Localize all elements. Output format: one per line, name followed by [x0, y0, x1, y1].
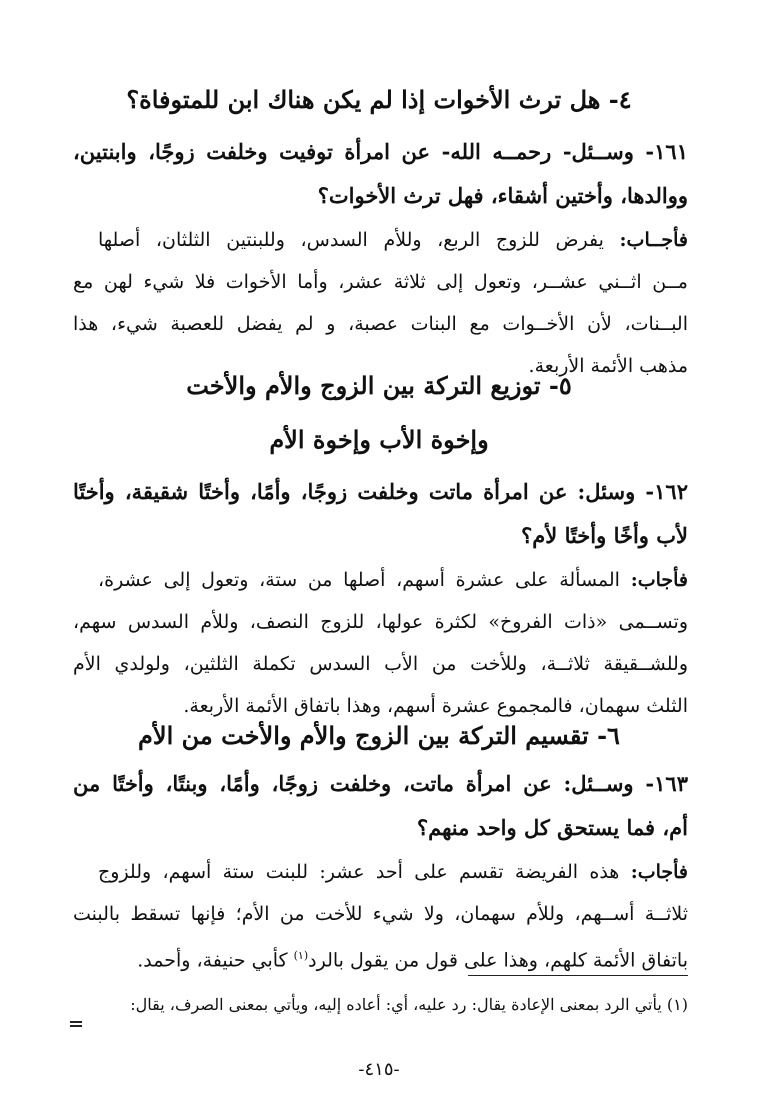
section-5-heading-line-1: ٥- توزيع التركة بين الزوج والأم والأخت: [186, 371, 572, 400]
answer-163-line-3: باتفاق الأئمة كلهم، وهذا على قول من يقول بالرد$^{(١)}$ كأبي حنيفة، وأحمد.: [137, 949, 688, 972]
footnote-marker[interactable]: (١): [293, 949, 309, 962]
answer-lead: فأجاب:: [630, 569, 688, 591]
question-162-line-2: لأب وأخًا وأختًا لأم؟: [521, 523, 688, 548]
answer-162-line-2: وتســمى «ذات الفروخ» لكثرة عولها، للزوج النصف، وللأم السدس سهم،: [73, 611, 688, 633]
answer-161-line-2: مــن اثــني عشــر، وتعول إلى ثلاثة عشر، وأما الأخوات فلا شيء لهن مع: [73, 271, 688, 293]
question-161-line-2: ووالدها، وأختين أشقاء، فهل ترث الأخوات؟: [317, 183, 688, 208]
question-162-line-1: ١٦٢- وسئل: عن امرأة ماتت وخلفت زوجًا، وأمًا، وأختًا شقيقة، وأختًا: [73, 479, 688, 504]
answer-lead: فأجاب:: [630, 861, 688, 883]
answer-162-line-1: فأجاب: المسألة على عشرة أسهم، أصلها من ستة، وتعول إلى عشرة،: [98, 569, 688, 591]
continuation-mark: [70, 1021, 82, 1027]
question-163-line-2: أم، فما يستحق كل واحد منهم؟: [416, 815, 688, 840]
answer-161-line-4: مذهب الأئمة الأربعة.: [528, 355, 688, 377]
answer-161-line-1: فأجــاب: يفرض للزوج الربع، وللأم السدس، وللبنتين الثلثان، أصلها: [98, 229, 688, 251]
section-6-heading: ٦- تقسيم التركة بين الزوج والأم والأخت من الأم: [138, 721, 620, 750]
question-161-line-1: ١٦١- وســئل- رحمــه الله- عن امرأة توفيت وخلفت زوجًا، وابنتين،: [73, 139, 688, 164]
answer-161-line-3: البــنات، لأن الأخــوات مع البنات عصبة، و لم يفضل للعصبة شيء، هذا: [73, 313, 688, 335]
answer-163-line-1: فأجاب: هذه الفريضة تقسم على أحد عشر: للبنت ستة أسهم، وللزوج: [98, 861, 688, 883]
section-5-heading-line-2: وإخوة الأب وإخوة الأم: [269, 425, 489, 454]
answer-162-line-4: الثلث سهمان، فالمجموع عشرة أسهم، وهذا باتفاق الأئمة الأربعة.: [183, 695, 688, 717]
answer-lead: فأجــاب:: [619, 229, 688, 251]
answer-163-line-2: ثلاثــة أســهم، وللأم سهمان، ولا شيء للأخت من الأم؛ فإنها تسقط بالبنت: [73, 903, 688, 925]
section-4-heading: ٤- هل ترث الأخوات إذا لم يكن هناك ابن للمتوفاة؟: [126, 85, 632, 114]
question-163-line-1: ١٦٣- وســئل: عن امرأة ماتت، وخلفت زوجًا، وأمًا، وبنتًا، وأختًا من: [73, 771, 688, 796]
footnote-1: (١) يأتي الرد بمعنى الإعادة يقال: رد عليه، أي: أعاده إليه، ويأتي بمعنى الصرف، يقال:: [130, 995, 688, 1014]
footnote-separator: [468, 975, 688, 976]
page-number: -٤١٥-: [358, 1059, 400, 1080]
answer-162-line-3: وللشــقيقة ثلاثــة، وللأخت من الأب السدس تكملة الثلثين، ولولدي الأم: [73, 653, 688, 675]
